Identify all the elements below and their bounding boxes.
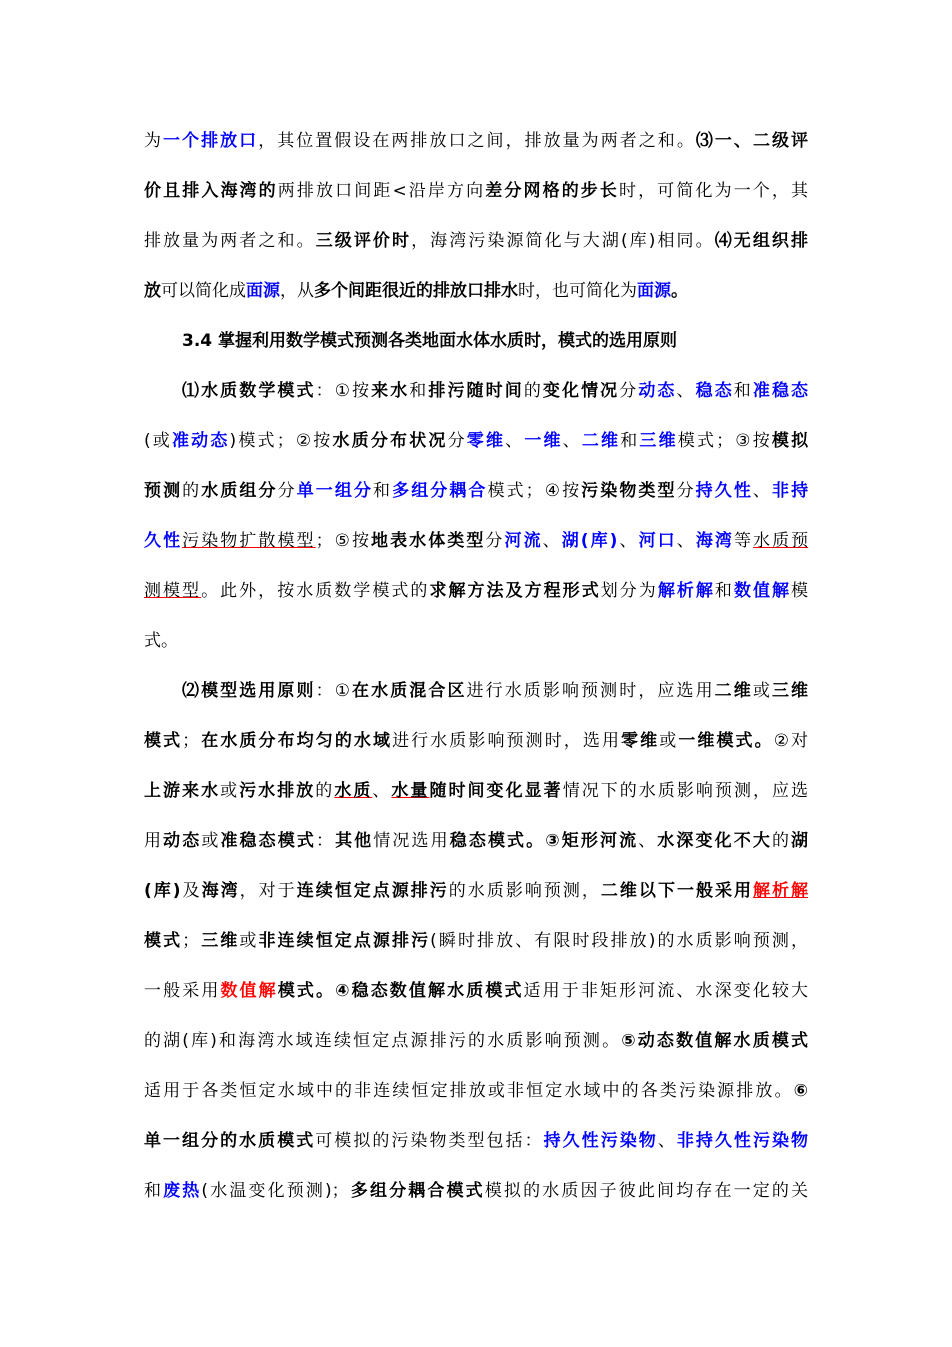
underlined-text: 测模型 xyxy=(144,581,202,601)
text-run: 及 xyxy=(180,881,202,901)
text-run: 模式；③按 xyxy=(677,431,772,451)
text-run: 两排放口间距<沿岸方向 xyxy=(277,181,486,201)
text-line xyxy=(144,1025,808,1057)
text-run: ，海湾污染源简化与大湖(库)相同。 xyxy=(411,231,715,251)
bold-term: 上游来水 xyxy=(144,781,221,801)
highlight-term: 持久性污染物 xyxy=(543,1131,658,1151)
text-run: 的湖(库)和海湾水域连续恒定点源排污的水质影响预测。 xyxy=(144,1031,622,1051)
underlined-term: 水量 xyxy=(391,781,430,801)
text-run: 分 xyxy=(485,531,505,551)
bold-term: ⑶一、二级评 xyxy=(695,131,809,151)
text-line xyxy=(144,175,808,207)
text-run: ；⑤按 xyxy=(315,531,372,551)
text-run: 的 xyxy=(771,831,792,851)
highlight-term: 单一组分 xyxy=(296,481,374,501)
bold-term: 三维 xyxy=(771,681,809,701)
bold-term: 在水质混合区 xyxy=(352,681,467,701)
text-run: ： xyxy=(315,831,336,851)
highlight-term: 面源 xyxy=(246,281,280,301)
text-run: 适用于各类恒定水域中的非连续恒定排放或非恒定水域中的各类污染源排放。 xyxy=(144,1081,794,1101)
text-run: 排放量为两者之和。 xyxy=(144,231,316,251)
bold-term: 海湾 xyxy=(201,881,240,901)
text-run: ：①按 xyxy=(315,381,372,401)
highlight-term: 解析解 xyxy=(657,581,715,601)
text-run: 等 xyxy=(733,531,754,551)
bold-term: 排污随时间 xyxy=(428,381,524,401)
red-term: 解析解 xyxy=(753,881,809,901)
text-line xyxy=(144,125,808,157)
text-run: 、 xyxy=(372,781,392,801)
bold-term: 稳态模式。 xyxy=(449,831,546,851)
highlight-term: 久性 xyxy=(144,531,183,551)
bold-term: 污染物类型 xyxy=(581,481,677,501)
text-run: ； xyxy=(182,931,200,951)
highlight-term: 非持 xyxy=(772,481,809,501)
text-line xyxy=(144,475,808,507)
text-run: 和 xyxy=(144,1181,164,1201)
bold-term: 水质分布状况 xyxy=(332,431,448,451)
text-run: 、 xyxy=(657,1131,677,1151)
text-run: 一般采用 xyxy=(144,981,221,1001)
text-line xyxy=(144,225,808,257)
bold-term: 其他 xyxy=(335,831,374,851)
text-run: 进行水质影响预测时，应选用 xyxy=(466,681,715,701)
text-run: 划分为 xyxy=(600,581,658,601)
bold-term: 模拟 xyxy=(771,431,809,451)
bold-term: 湖 xyxy=(791,831,809,851)
text-run: 模式；④按 xyxy=(487,481,582,501)
text-run: 分 xyxy=(619,381,639,401)
bold-term: 三级评价时 xyxy=(315,231,412,251)
text-run: 的水质影响预测， xyxy=(448,881,601,901)
red-term: 数值解 xyxy=(220,981,278,1001)
text-run: ，从 xyxy=(280,281,314,301)
text-run: 的 xyxy=(523,381,543,401)
text-line xyxy=(144,925,808,957)
text-run: 时，也可简化为 xyxy=(518,281,637,301)
text-line xyxy=(144,1125,808,1157)
bold-term: 非连续恒定点源排污 xyxy=(258,931,431,951)
text-run: 的 xyxy=(315,781,335,801)
text-run: 为 xyxy=(144,131,164,151)
text-run: )模式；②按 xyxy=(229,431,333,451)
text-line xyxy=(144,425,808,457)
text-run: ，其位置假设在两排放口之间，排放量为两者之和。 xyxy=(258,131,696,151)
text-run: 、 xyxy=(617,531,639,551)
bold-term: 多个间距很近的排放口排水 xyxy=(314,281,518,301)
text-run: 或 xyxy=(220,781,240,801)
highlight-term: 准稳态 xyxy=(752,381,809,401)
bold-term: 单一组分的水质模式 xyxy=(144,1131,316,1151)
bold-term: 地表水体类型 xyxy=(371,531,486,551)
bold-term: 零维 xyxy=(621,731,660,751)
bold-term: 模式 xyxy=(144,931,183,951)
bold-term: 差分网格的步长 xyxy=(485,181,620,201)
highlight-term: 一个排放口 xyxy=(163,131,259,151)
bold-term: 水质组分 xyxy=(201,481,278,501)
text-run: 用 xyxy=(144,831,164,851)
highlight-term: 废热 xyxy=(163,1181,202,1201)
text-run: ②对 xyxy=(773,731,809,751)
bold-term: 随时间变化显著 xyxy=(429,781,563,801)
text-run: 或 xyxy=(201,831,221,851)
bold-term: 模式 xyxy=(144,731,183,751)
text-run: 情况选用 xyxy=(373,831,450,851)
highlight-term: 二维 xyxy=(581,431,621,451)
bold-term: 连续恒定点源排污 xyxy=(296,881,449,901)
bold-term: 污水排放 xyxy=(239,781,316,801)
text-run: 和 xyxy=(409,381,429,401)
bold-term: ⑥ xyxy=(793,1081,808,1101)
text-run: (或 xyxy=(144,431,172,451)
text-line xyxy=(144,1075,808,1107)
bold-term: 在水质分布均匀的水域 xyxy=(199,731,393,751)
text-run: 模拟的水质因子彼此间均存在一定的关 xyxy=(484,1181,809,1201)
text-run: 情况下的水质影响预测，应选 xyxy=(562,781,809,801)
highlight-term: 一维 xyxy=(524,431,563,451)
bold-term: 一维模式。 xyxy=(678,731,774,751)
highlight-term: 稳态 xyxy=(695,381,734,401)
text-run: 适用于非矩形河流、水深变化较大 xyxy=(523,981,809,1001)
text-line xyxy=(144,575,808,607)
text-line xyxy=(144,275,808,307)
text-run: (瞬时排放、有限时段排放)的水质影响预测， xyxy=(430,931,808,951)
text-run: 时，可简化为一个，其 xyxy=(619,181,809,201)
bold-term: 二维以下一般采用 xyxy=(600,881,754,901)
bold-term: 价且排入海湾的 xyxy=(144,181,278,201)
text-run: 的 xyxy=(182,481,202,501)
heading-text: 3.4 掌握利用数学模式预测各类地面水体水质时，模式的选用原则 xyxy=(182,331,678,351)
bold-term: 放 xyxy=(144,281,161,301)
highlight-term: 三维 xyxy=(639,431,678,451)
bold-term: 预测 xyxy=(144,481,183,501)
bold-term: 准稳态模式 xyxy=(220,831,316,851)
bold-term: 三维 xyxy=(199,931,240,951)
highlight-term: 面源 xyxy=(637,281,671,301)
highlight-term: 海湾 xyxy=(695,531,734,551)
text-run: 。此外，按水质数学模式的 xyxy=(201,581,430,601)
text-run: 和 xyxy=(733,381,753,401)
highlight-term: 多组分耦合 xyxy=(392,481,488,501)
highlight-term: 河口 xyxy=(638,531,677,551)
text-line xyxy=(144,875,808,907)
text-run: 、 xyxy=(676,531,696,551)
text-line xyxy=(144,625,808,657)
text-run: 分 xyxy=(447,431,467,451)
text-run: 分 xyxy=(277,481,297,501)
bold-term: ⑤动态数值解水质模式 xyxy=(621,1031,808,1051)
text-run: 式。 xyxy=(144,631,178,651)
text-run: 进行水质影响预测时，选用 xyxy=(392,731,622,751)
bold-term: ④稳态数值解水质模式 xyxy=(335,981,524,1001)
bold-term: ⑵模型选用原则 xyxy=(182,681,316,701)
text-run: 可以简化成 xyxy=(161,281,246,301)
bold-term: 动态 xyxy=(163,831,202,851)
highlight-term: 非持久性污染物 xyxy=(676,1131,809,1151)
highlight-term: 准动态 xyxy=(172,431,230,451)
text-line xyxy=(182,675,808,707)
text-run: 。 xyxy=(671,281,688,301)
text-run: 、 xyxy=(505,431,525,451)
text-run: 或 xyxy=(752,681,772,701)
highlight-term: 零维 xyxy=(466,431,506,451)
bold-term: (库) xyxy=(144,881,181,901)
text-run: 、 xyxy=(676,381,696,401)
text-run: 、 xyxy=(638,831,658,851)
text-run: 可模拟的污染物类型包括： xyxy=(315,1131,544,1151)
highlight-term: 湖(库) xyxy=(561,531,618,551)
bold-term: 模式。 xyxy=(277,981,336,1001)
text-run: 、 xyxy=(752,481,773,501)
bold-term: 变化情况 xyxy=(542,381,620,401)
bold-term: 求解方法及方程形式 xyxy=(429,581,601,601)
bold-term: 多组分耦合模式 xyxy=(348,1181,485,1201)
highlight-term: 河流 xyxy=(504,531,543,551)
text-line xyxy=(144,725,808,757)
section-heading xyxy=(182,325,808,357)
bold-term: 水深变化不大 xyxy=(657,831,772,851)
text-run: (水温变化预测)； xyxy=(201,1181,349,1201)
text-line xyxy=(144,775,808,807)
text-run: 和 xyxy=(620,431,640,451)
text-line xyxy=(144,975,808,1007)
underlined-term: 水质 xyxy=(334,781,373,801)
underlined-text: 水质预 xyxy=(753,531,809,551)
text-run: 或 xyxy=(659,731,679,751)
text-run: ； xyxy=(182,731,200,751)
text-run: 、 xyxy=(562,431,582,451)
bold-term: ③矩形河流 xyxy=(545,831,639,851)
text-line xyxy=(144,825,808,857)
text-run: 和 xyxy=(373,481,393,501)
text-line xyxy=(144,1175,808,1207)
bold-term: 二维 xyxy=(714,681,753,701)
highlight-term: 持久性 xyxy=(695,481,753,501)
text-line xyxy=(182,375,808,407)
text-run: 或 xyxy=(239,931,259,951)
text-run: 和 xyxy=(714,581,734,601)
highlight-term: 动态 xyxy=(638,381,677,401)
text-run: 分 xyxy=(676,481,696,501)
highlight-term: 数值解 xyxy=(733,581,792,601)
bold-term: ⑷无组织排 xyxy=(714,231,808,251)
underlined-text: 污染物扩散模型 xyxy=(182,531,316,551)
text-run: ，对于 xyxy=(239,881,297,901)
text-run: ：① xyxy=(315,681,353,701)
text-line xyxy=(144,525,808,557)
text-run: 、 xyxy=(542,531,562,551)
bold-term: 来水 xyxy=(371,381,410,401)
bold-term: ⑴水质数学模式 xyxy=(182,381,316,401)
text-run: 模 xyxy=(791,581,809,601)
